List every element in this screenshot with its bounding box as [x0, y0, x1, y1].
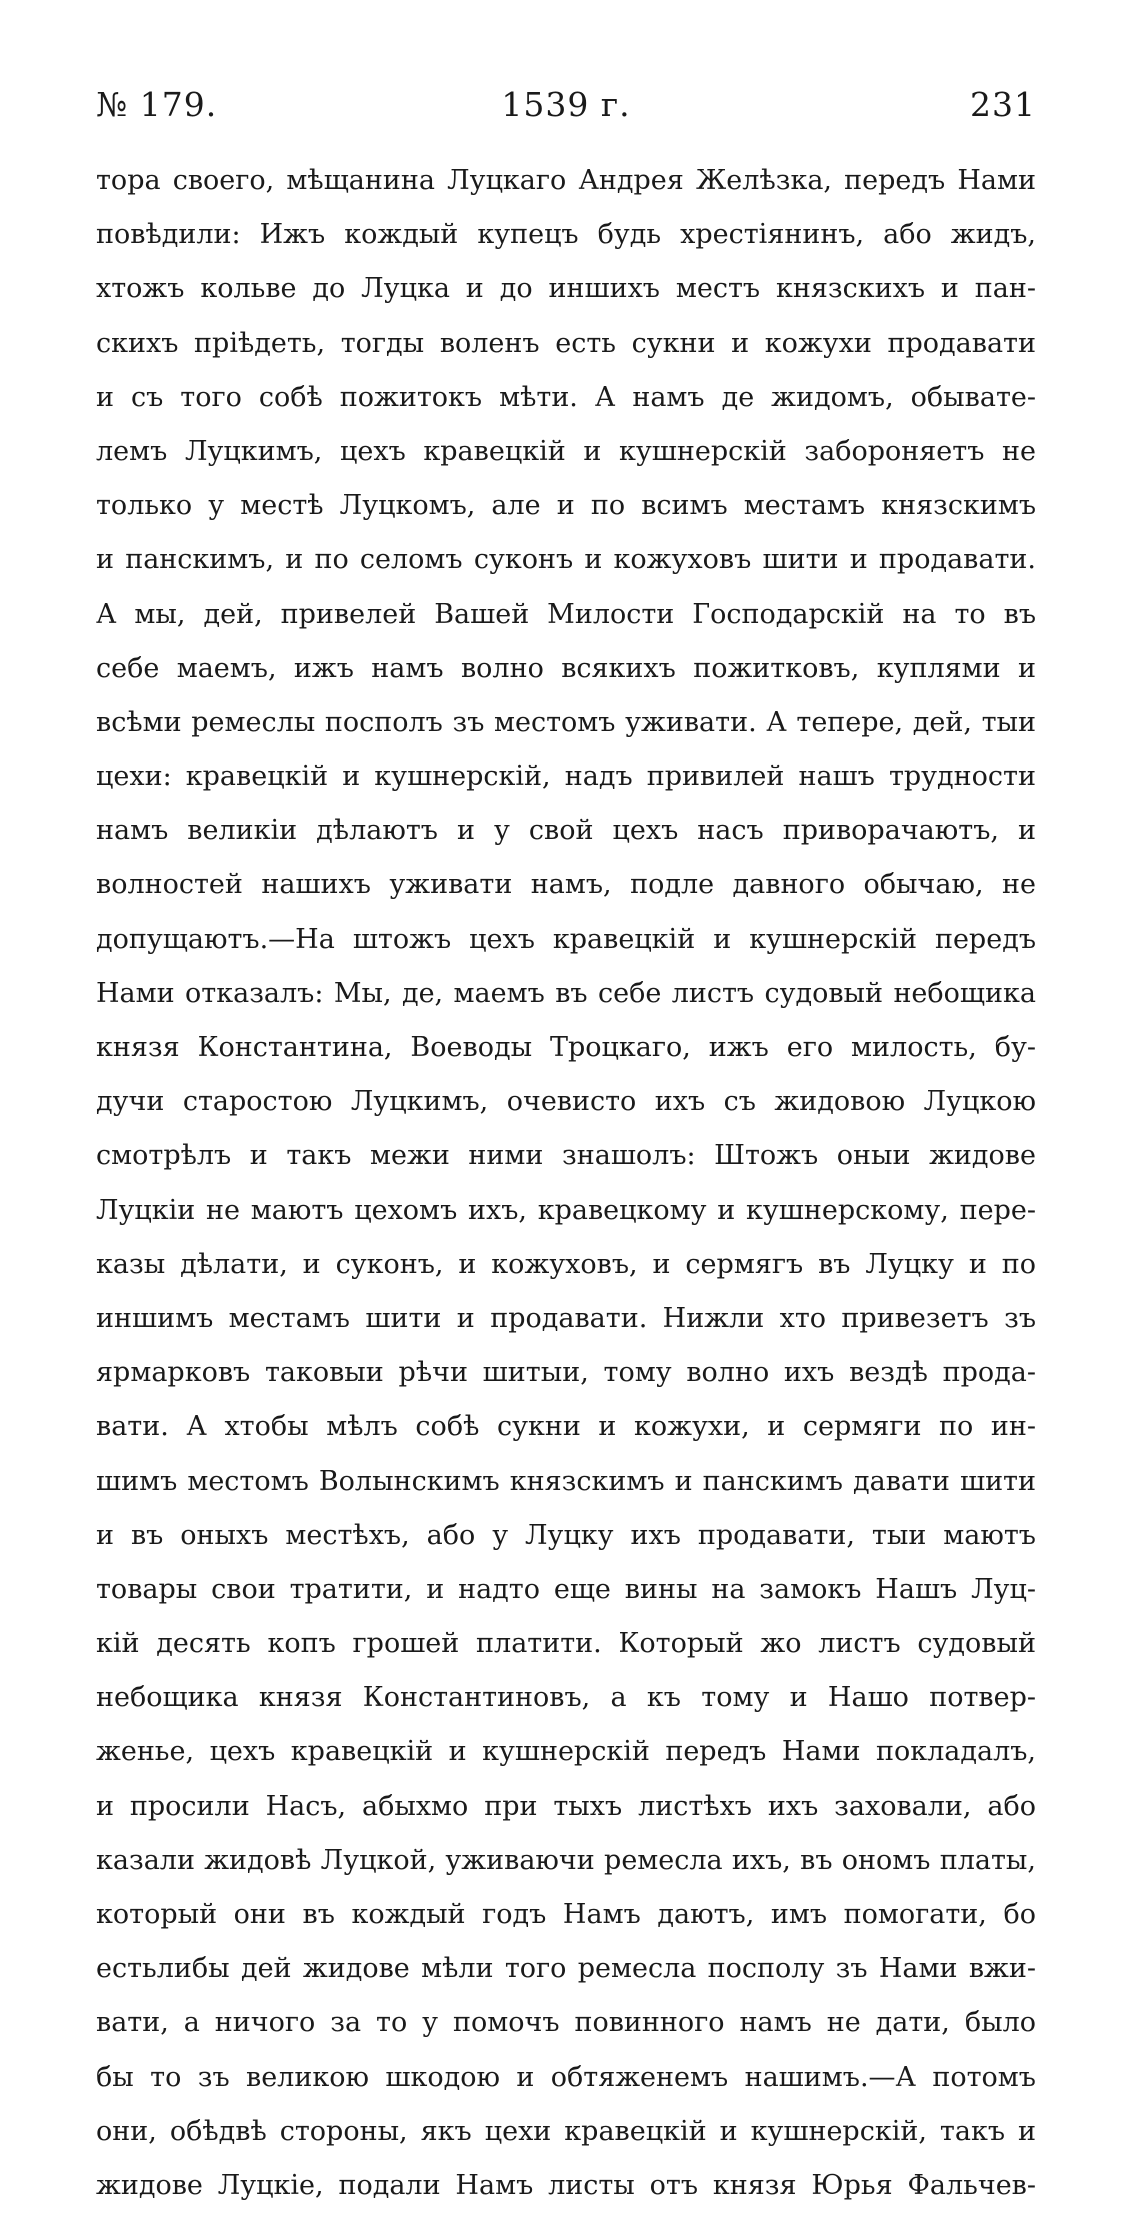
text-line: жидове Луцкіе, подали Намъ листы отъ князя Юрья Фальчев-: [96, 2169, 1036, 2201]
text-line: товары свои тратити, и надто еще вины на замокъ Нашъ Луц-: [96, 1573, 1036, 1605]
text-line: скихъ пріѣдеть, тогды воленъ есть сукни и кожухи продавати: [96, 327, 1036, 359]
text-line: небощика князя Константиновъ, а къ тому и Нашо потвер-: [96, 1682, 1036, 1714]
text-line: казы дѣлати, и суконъ, и кожуховъ, и сермягъ въ Луцку и по: [96, 1248, 1036, 1280]
text-line: ярмарковъ таковыи рѣчи шитыи, тому волно ихъ вездѣ прода-: [96, 1357, 1036, 1389]
text-line: вати. А хтобы мѣлъ собѣ сукни и кожухи, и сермяги по ин-: [96, 1411, 1036, 1443]
text-line: волностей нашихъ уживати намъ, подле давного обычаю, не: [96, 869, 1036, 901]
text-line: вати, а ничого за то у помочъ повинного намъ не дати, было: [96, 2007, 1036, 2039]
body-text: [96, 154, 1036, 2213]
text-line: дучи старостою Луцкимъ, очевисто ихъ съ жидовою Луцкою: [96, 1086, 1036, 1118]
text-line: бы то зъ великою шкодою и обтяженемъ нашимъ.—А потомъ: [96, 2061, 1036, 2093]
text-line: казали жидовѣ Луцкой, уживаючи ремесла ихъ, въ ономъ платы,: [96, 1844, 1036, 1876]
text-line: смотрѣлъ и такъ межи ними знашолъ: Штожъ оныи жидове: [96, 1140, 1036, 1172]
text-line: женье, цехъ кравецкій и кушнерскій передъ Нами покладалъ,: [96, 1736, 1036, 1768]
document-number: № 179.: [96, 85, 218, 124]
page-number: 231: [970, 85, 1036, 124]
text-line: тора своего, мѣщанина Луцкаго Андрея Желѣзка, передъ Нами: [96, 165, 1036, 196]
text-line: и панскимъ, и по селомъ суконъ и кожуховъ шити и продавати.: [96, 544, 1036, 576]
text-line: кій десять копъ грошей платити. Который жо листъ судовый: [96, 1628, 1036, 1660]
text-line: князя Константина, Воеводы Троцкаго, ижъ его милость, бу-: [96, 1032, 1036, 1063]
text-line: А мы, дей, привелей Вашей Милости Господарскій на то въ: [96, 598, 1036, 630]
text-line: намъ великіи дѣлаютъ и у свой цехъ насъ приворачаютъ, и: [96, 815, 1036, 847]
text-line: себе маемъ, ижъ намъ волно всякихъ пожитковъ, куплями и: [96, 652, 1036, 684]
text-line: и просили Насъ, абыхмо при тыхъ листѣхъ ихъ заховали, або: [96, 1790, 1036, 1822]
text-line: Нами отказалъ: Мы, де, маемъ въ себе листъ судовый небощика: [96, 977, 1036, 1009]
text-line: лемъ Луцкимъ, цехъ кравецкій и кушнерскій забороняетъ не: [96, 435, 1036, 467]
text-line: они, обѣдвѣ стороны, якъ цехи кравецкій и кушнерскій, такъ и: [96, 2115, 1036, 2147]
text-line: только у местѣ Луцкомъ, але и по всимъ местамъ князскимъ: [96, 490, 1036, 522]
text-line: повѣдили: Ижъ кождый купецъ будь хрестіянинъ, або жидъ,: [96, 219, 1036, 251]
text-line: иншимъ местамъ шити и продавати. Нижли хто привезетъ зъ: [96, 1302, 1036, 1334]
text-line: и въ оныхъ местѣхъ, або у Луцку ихъ продавати, тыи маютъ: [96, 1519, 1036, 1551]
text-line: допущаютъ.—На штожъ цехъ кравецкій и кушнерскій передъ: [96, 923, 1036, 955]
text-line: всѣми ремеслы посполъ зъ местомъ уживати. А тепере, дей, тыи: [96, 706, 1036, 738]
text-line: который они въ кождый годъ Намъ даютъ, имъ помогати, бо: [96, 1899, 1036, 1930]
text-line: Луцкіи не маютъ цехомъ ихъ, кравецкому и кушнерскому, пере-: [96, 1194, 1036, 1226]
text-line: и съ того собѣ пожитокъ мѣти. А намъ де жидомъ, обывате-: [96, 381, 1036, 413]
running-head: [96, 80, 1036, 130]
text-line: естьлибы дей жидове мѣли того ремесла посполу зъ Нами вжи-: [96, 1953, 1036, 1985]
text-line: шимъ местомъ Волынскимъ князскимъ и панскимъ давати шити: [96, 1465, 1036, 1497]
text-line: хтожъ кольве до Луцка и до иншихъ местъ князскихъ и пан-: [96, 273, 1036, 305]
document-year: 1539 г.: [501, 85, 631, 124]
text-line: цехи: кравецкій и кушнерскій, надъ привилей нашъ трудности: [96, 761, 1036, 793]
